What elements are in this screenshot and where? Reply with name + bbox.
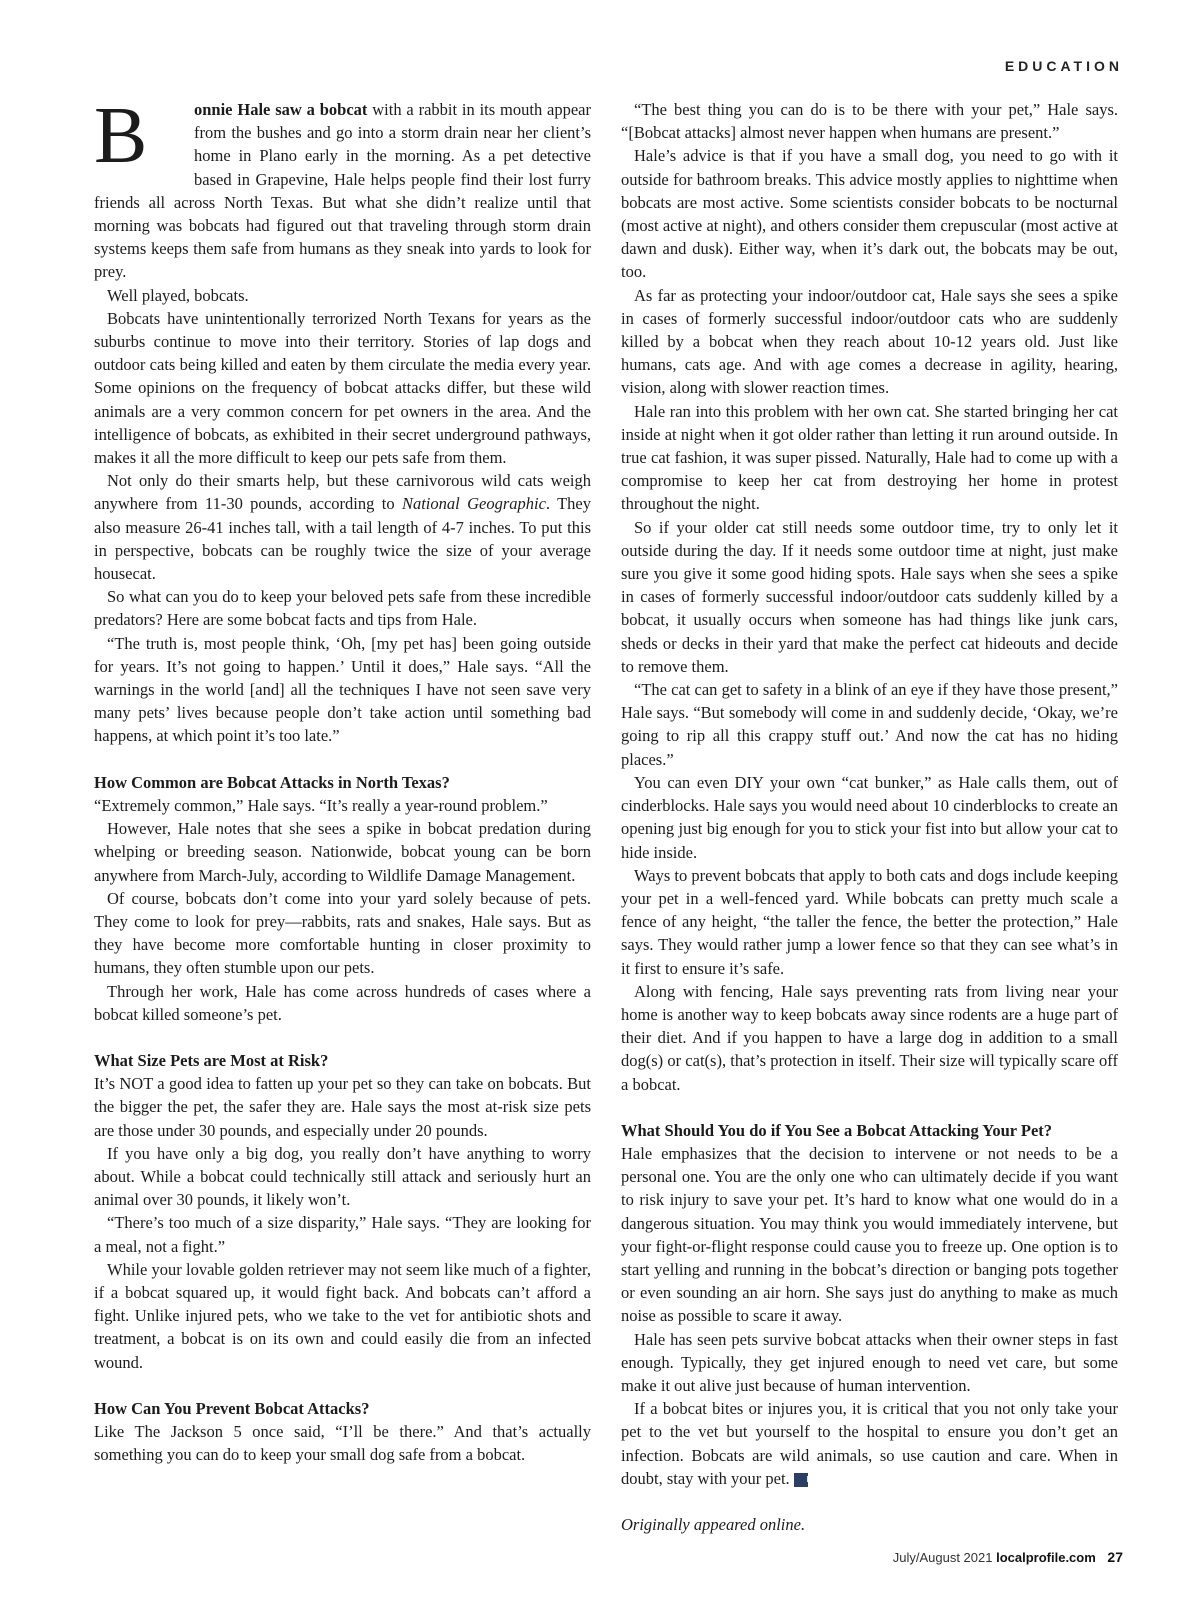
paragraph: However, Hale notes that she sees a spike in bobcat predation during whelping or breeding season. Nationwide, bobcat young can be born anywhere from March-July, according to Wildlife Damage Management. [94, 819, 591, 885]
paragraph: You can even DIY your own “cat bunker,” as Hale calls them, out of cinderblocks. Hale says you would need about 10 cinderblocks to create an opening just big enough for you to stick your fist into but allow your cat to hide inside. [621, 772, 1118, 862]
paragraph: Along with fencing, Hale says preventing rats from living near your home is another way to keep bobcats away since rodents are a huge part of their diet. And if you happen to have a large dog in addition to a small dog(s) or cat(s), that’s protection in itself. Their size will typically scare off a bobcat. [621, 981, 1118, 1094]
paragraph: So what can you do to keep your beloved pets safe from these incredible predators? Here are some bobcat facts and tips from Hale. [94, 587, 591, 630]
paragraph-text: Not only do their smarts help, but these carnivorous wild cats weigh anywhere from 11-30 pounds, according to [94, 471, 591, 514]
paragraph-text: If a bobcat bites or injures you, it is critical that you not only take your pet to the vet but yourself to the hospital to ensure you don’t get an infection. Bobcats are wild animals, so use caution and care. When in doubt, stay with your pet. [621, 1399, 1118, 1488]
paragraph [621, 1397, 1118, 1490]
paragraph: Ways to prevent bobcats that apply to both cats and dogs include keeping your pet in a well-fenced yard. While bobcats can pretty much scale a fence of any height, “the taller the fence, the better the protection,” Hale says. They would rather jump a lower fence so that they can see what’s in it first to ensure it’s safe. [621, 865, 1118, 978]
paragraph: Hale ran into this problem with her own cat. She started bringing her cat inside at night when it got older rather than letting it run around outside. In true cat fashion, it was super pissed. Naturally, Hale had to come up with a compromise to keep her cat from destroying her home in protest throughout the night. [621, 401, 1118, 514]
paragraph: If you have only a big dog, you really don’t have anything to worry about. While a bobcat could technically still attack and seriously hurt an animal over 30 pounds, it likely won’t. [94, 1143, 591, 1210]
subheading: How Common are Bobcat Attacks in North Texas? [94, 772, 450, 792]
section-label: EDUCATION [1004, 58, 1123, 74]
paragraph: “The cat can get to safety in a blink of an eye if they have those present,” Hale says. “But somebody will come in and suddenly decide, ‘Okay, we’re going to rip all this crappy stuff out.’ And now the cat has no hiding places.” [621, 680, 1118, 769]
publication-name: National Geographic [401, 494, 546, 514]
page-footer [893, 1549, 1123, 1565]
paragraph: It’s NOT a good idea to fatten up your pet so they can take on bobcats. But the bigger the pet, the safer they are. Hale says the most at-risk size pets are those under 30 pounds, and especially under 20 pounds. [94, 1074, 591, 1140]
paragraph: Bobcats have unintentionally terrorized North Texans for years as the suburbs continue to move into their territory. Stories of lap dogs and outdoor cats being killed and eaten by them circulate the media every year. Some opinions on the frequency of bobcat attacks differ, but these wild animals are a very common concern for pet owners in the area. And the intelligence of bobcats, as exhibited in their secret underground pathways, makes it all the more difficult to keep our pets safe from them. [94, 308, 591, 468]
paragraph: “The truth is, most people think, ‘Oh, [my pet has] been going outside for years. It’s not going to happen.’ Until it does,” Hale says. “All the warnings in the world [and] all the techniques I have not seen save very many pets’ lives because people don’t take action until something bad happens, at which point it’s too late.” [94, 633, 591, 746]
paragraph: Of course, bobcats don’t come into your yard solely because of pets. They come to look for prey—rabbits, rats and snakes, Hale says. But as they have become more comfortable hunting in closer proximity to humans, they often stumble upon our pets. [94, 888, 591, 978]
article-column-left [94, 92, 591, 1466]
paragraph: Hale emphasizes that the decision to intervene or not needs to be a personal one. You are the only one who can ultimately decide if you want to risk injury to save your pet. It’s hard to know what one would do in a dangerous situation. You may think you would immediately intervene, but your fight-or-flight response could cause you to freeze up. One option is to start yelling and running in the bobcat’s direction or banging pots together or even sounding an air horn. She says just do anything to make as much noise as possible to scare it away. [621, 1143, 1118, 1326]
page-number: 27 [1107, 1549, 1123, 1565]
origin-note: Originally appeared online. [621, 1514, 806, 1534]
paragraph: Through her work, Hale has come across hundreds of cases where a bobcat killed someone’s pet. [94, 981, 591, 1024]
issue-date: July/August 2021 [892, 1550, 993, 1565]
paragraph: While your lovable golden retriever may not seem like much of a fighter, if a bobcat squared up, it would fight back. And bobcats can’t afford a fight. Unlike injured pets, who we take to the vet for antibiotic shots and treatment, a bobcat is on its own and could easily die from an infected wound. [94, 1259, 591, 1372]
paragraph: Hale has seen pets survive bobcat attacks when their owner steps in fast enough. Typically, they get injured enough to need vet care, but some make it out alive just because of human intervention. [621, 1329, 1118, 1395]
paragraph: “There’s too much of a size disparity,” Hale says. “They are looking for a meal, not a fight.” [94, 1213, 591, 1256]
paragraph-text: . They also measure 26-41 inches tall, with a tail length of 4-7 inches. To put this in perspective, bobcats can be roughly twice the size of your average housecat. [94, 494, 591, 584]
subheading: What Size Pets are Most at Risk? [94, 1050, 329, 1070]
article-column-right [621, 98, 1118, 1536]
paragraph: “The best thing you can do is to be there with your pet,” Hale says. “[Bobcat attacks] almost never happen when humans are present.” [621, 100, 1118, 143]
paragraph: Well played, bobcats. [107, 285, 249, 305]
paragraph: As far as protecting your indoor/outdoor cat, Hale says she sees a spike in cases of formerly successful indoor/outdoor cats who are suddenly killed by a bobcat when they reach about 10-12 years old. Just like humans, cats age. And with age comes a decrease in agility, hearing, vision, along with slower reaction times. [621, 285, 1118, 398]
lead-bold-text: onnie Hale saw a bobcat [194, 100, 368, 119]
lead-text: with a rabbit in its mouth appear from the bushes and go into a storm drain near her client’s home in Plano early in the morning. As a pet detective based in Grapevine, Hale helps people find their lost furry friends all across North Texas. But what she didn’t realize until that morning was bobcats had figured out that traveling through storm drain systems keeps them safe from humans as they sneak into yards to look for prey. [94, 100, 591, 282]
paragraph: So if your older cat still needs some outdoor time, try to only let it outside during the day. If it needs some outdoor time at night, just make sure you give it some good hiding spots. Hale says when she sees a spike in cases of formerly successful indoor/outdoor cats suddenly killed by a bobcat, it usually occurs when someone has had things like junk cars, sheds or decks in their yard that make the perfect cat hideouts and decide to remove them. [621, 517, 1118, 676]
subheading: How Can You Prevent Bobcat Attacks? [94, 1398, 370, 1418]
site-name: localprofile.com [996, 1550, 1096, 1565]
paragraph: Like The Jackson 5 once said, “I’ll be there.” And that’s actually something you can do to keep your small dog safe from a bobcat. [94, 1421, 591, 1465]
lead-paragraph [94, 92, 591, 284]
paragraph: “Extremely common,” Hale says. “It’s really a year-round problem.” [94, 795, 548, 815]
drop-cap: B [94, 92, 148, 180]
end-mark-icon: LP [794, 1473, 808, 1487]
subheading: What Should You do if You See a Bobcat Attacking Your Pet? [621, 1120, 1053, 1140]
paragraph: Hale’s advice is that if you have a small dog, you need to go with it outside for bathroom breaks. This advice mostly applies to nighttime when bobcats are most active. Some scientists consider bobcats to be nocturnal (most active at night), and others consider them crepuscular (most active at dawn and dusk). Either way, when it’s dark out, the bobcats may be out, too. [621, 146, 1118, 282]
paragraph [94, 469, 591, 585]
